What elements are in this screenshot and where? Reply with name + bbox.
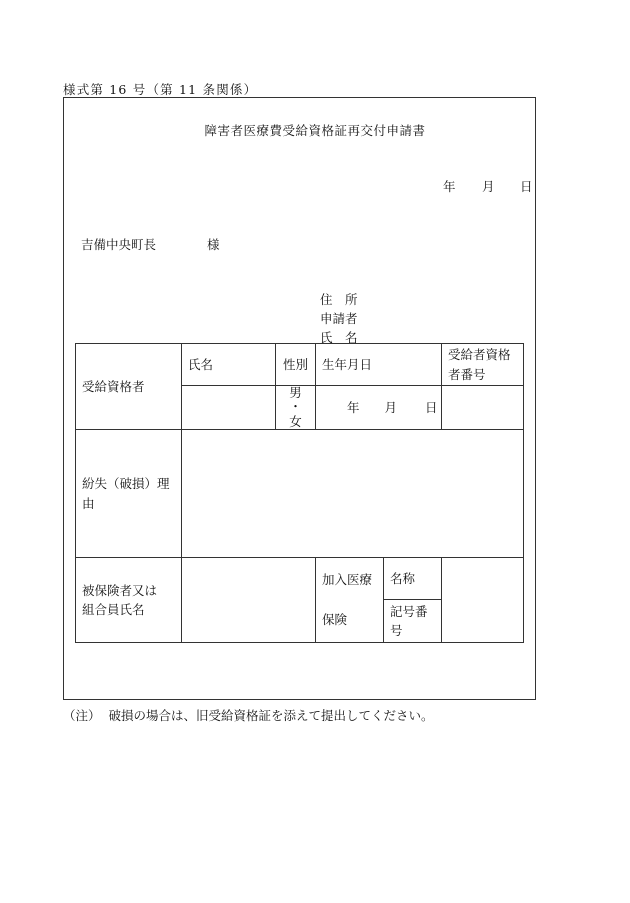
applicant-label: 申請者	[320, 311, 358, 326]
addressee-honorific: 様	[207, 237, 220, 252]
sex-separator: ・	[289, 399, 302, 415]
page-title: 障害者医療費受給資格証再交付申請書	[204, 123, 426, 138]
footnote-text: 破損の場合は、旧受給資格証を添えて提出してください。	[108, 708, 434, 723]
cert-number-header-line2: 者番号	[448, 366, 486, 382]
sex-options-cell[interactable]	[276, 386, 316, 430]
insurance-label	[316, 558, 384, 643]
birthdate-header: 生年月日	[316, 344, 442, 386]
sex-male-option[interactable]: 男	[289, 385, 302, 400]
footnote-label: （注）	[63, 708, 101, 723]
insured-name-value-cell[interactable]	[182, 558, 316, 643]
reason-label	[76, 430, 182, 558]
date-year-label: 年	[443, 179, 456, 194]
sex-header: 性別	[276, 344, 316, 386]
name-header: 氏名	[182, 344, 276, 386]
insurance-label-line1: 加入医療	[322, 572, 373, 588]
insurance-number-label-line2: 号	[390, 623, 403, 639]
insured-name-label-line1: 被保険者又は	[82, 582, 158, 598]
insured-name-label-line2: 組合員氏名	[82, 602, 145, 618]
insurance-label-line2: 保険	[322, 611, 348, 627]
insurance-number-label	[384, 600, 442, 643]
birth-year-label: 年	[347, 399, 360, 415]
applicant-address-label: 住 所	[320, 292, 358, 307]
addressee-name: 吉備中央町長	[81, 237, 157, 252]
reason-value-cell[interactable]	[182, 430, 524, 558]
date-month-label: 月	[482, 179, 495, 194]
cert-number-value-cell[interactable]	[442, 386, 524, 430]
footnote	[63, 706, 434, 724]
reason-label-line1: 紛失（破損）理	[82, 476, 170, 492]
eligible-person-label: 受給資格者	[76, 344, 182, 430]
form-number-label: 様式第 16 号（第 11 条関係）	[63, 82, 258, 97]
birth-month-label: 月	[384, 399, 398, 415]
sex-female-option[interactable]: 女	[289, 413, 302, 429]
date-day-label: 日	[520, 179, 533, 194]
birth-day-label: 日	[425, 399, 438, 415]
reason-label-line2: 由	[82, 495, 95, 511]
insurance-name-label: 名称	[384, 558, 442, 600]
birthdate-value-cell[interactable]	[316, 386, 442, 430]
application-table	[75, 343, 524, 643]
cert-number-header	[442, 344, 524, 386]
insurance-value-cell[interactable]	[442, 558, 524, 643]
applicant-name-label: 氏 名	[320, 330, 358, 345]
cert-number-header-line1: 受給者資格	[448, 347, 511, 363]
name-value-cell[interactable]	[182, 386, 276, 430]
insurance-number-label-line1: 記号番	[390, 603, 428, 619]
insured-name-label	[76, 558, 182, 643]
